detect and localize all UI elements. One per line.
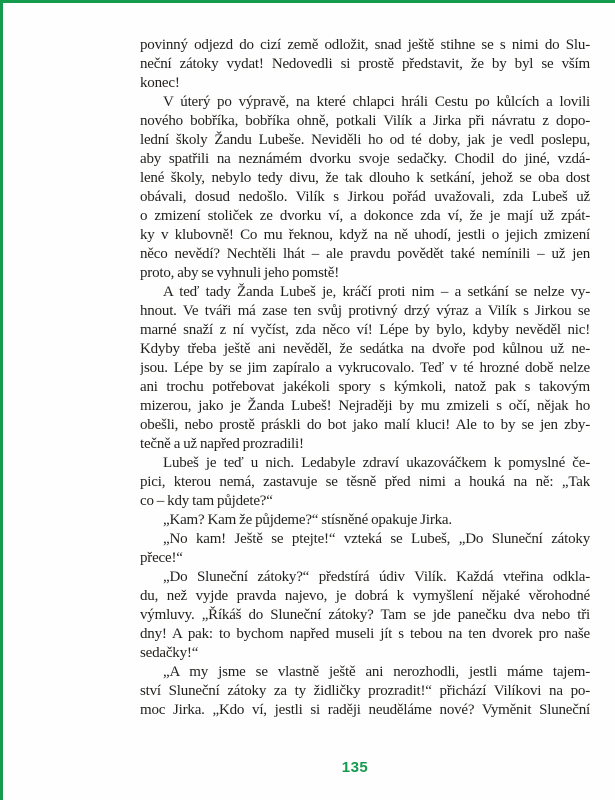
text-line: něco nevědí? Nechtěli lhát – ale pravdu povědět také nemínili – už jen [140,246,590,262]
text-line: lené školy, nebylo tedy divu, že tak dlouho k setkání, jehož se oba dost [140,170,590,186]
text-line: ani trochu potřebovat jakékoli spory s kýmkoli, natož pak s takovým [140,379,590,395]
text-line: ky v klubovně! Co mu řeknou, když na ně uhodí, jestli o jejich zmizení [140,227,590,243]
text-line: o zmizení stoliček ze dvorku ví, a dokonce zda ví, že je mají už zpát- [140,208,590,224]
text-line: Kdyby třeba ještě ani nevěděl, že sedátka na dvoře pod kůlnou už ne- [140,341,590,357]
text-line: sedačky!“ [140,645,199,661]
text-line: „A my jsme se vlastně ještě ani nerozhodli, jestli máme tajem- [163,664,590,680]
page-number: 135 [341,759,369,776]
text-line: lední školy Žandu Lubeše. Neviděli ho od té doby, jak je vedl poslepu, [140,132,590,148]
text-line: „Kam? Kam že půjdeme?“ stísněné opakuje Jirka. [163,512,452,528]
text-line: pici, kterou nemá, zastavuje se těsně před nimi a houká na ně: „Tak [140,474,590,490]
text-line: aby spatřili na neznámém dvorku svoje sedačky. Chodil do jiné, vzdá- [140,151,590,167]
text-line: konec! [140,75,180,91]
text-line: nového bobříka, bobříka ohně, potkali Vilík a Jirka při návratu z dopo- [140,113,590,129]
page-text [140,36,590,720]
text-line: V úterý po výpravě, na které chlapci hráli Cestu po kůlcích a lovili [163,94,590,110]
text-line: „Do Sluneční zátoky?“ předstírá údiv Vilík. Každá vteřina odkla- [163,569,590,585]
text-line: tečně a už napřed prozradili! [140,436,304,452]
text-line: jsou. Lépe by se jim zapíralo a vykrucovalo. Teď v té hrozné době nelze [140,360,590,376]
text-line: obešli, nebo prostě práskli do bot jako malí kluci! Ale to by se jen zby- [140,417,590,433]
text-line: ství Sluneční zátoky za ty židličky prozradit!“ přichází Vilíkovi na po- [140,683,590,699]
text-line: moc Jirka. „Kdo ví, jestli si raději neuděláme nové? Vyměnit Sluneční [140,702,590,718]
text-line: obávali, dosud nedošlo. Vilík s Jirkou pořád uvažovali, zda Lubeš už [140,189,590,205]
text-line: dny! A pak: to bychom napřed museli jít s tebou na ten dvorek pro naše [140,626,590,642]
text-line: co – kdy tam půjdete?“ [140,493,273,509]
text-line: povinný odjezd do cizí země odložit, snad ještě stihne se s nimi do Slu- [140,37,590,53]
text-line: proto, aby se vyhnuli jeho pomstě! [140,265,340,281]
text-line: přece!“ [140,550,183,566]
text-line: mizerou, jako je Žanda Lubeš! Nejraději by mu zmizeli s očí, nějak ho [140,398,590,414]
text-line: výmluvy. „Říkáš do Sluneční zátoky? Tam se jde panečku dva nebo tři [140,607,590,623]
text-line: marné snaží z ní vyčíst, zda něco ví! Lépe by bylo, kdyby nevěděl nic! [140,322,590,338]
text-line: hnout. Ve tváři má zase ten svůj protivný drzý výraz a Vilík s Jirkou se [140,303,590,319]
text-line: Lubeš je teď u nich. Ledabyle zdraví ukazováčkem k pomyslné če- [163,455,590,471]
text-line: A teď tady Žanda Lubeš je, kráčí proti nim – a setkání se nelze vy- [163,284,590,300]
text-line: neční zátoky vydat! Nedovedli si prostě představit, že by byl se vším [140,56,590,72]
text-line: du, než vyjde pravda najevo, je dobrá k vymyšlení nějaké věrohodné [140,588,590,604]
text-line: „No kam! Ještě se ptejte!“ vzteká se Lubeš, „Do Sluneční zátoky [163,531,590,547]
